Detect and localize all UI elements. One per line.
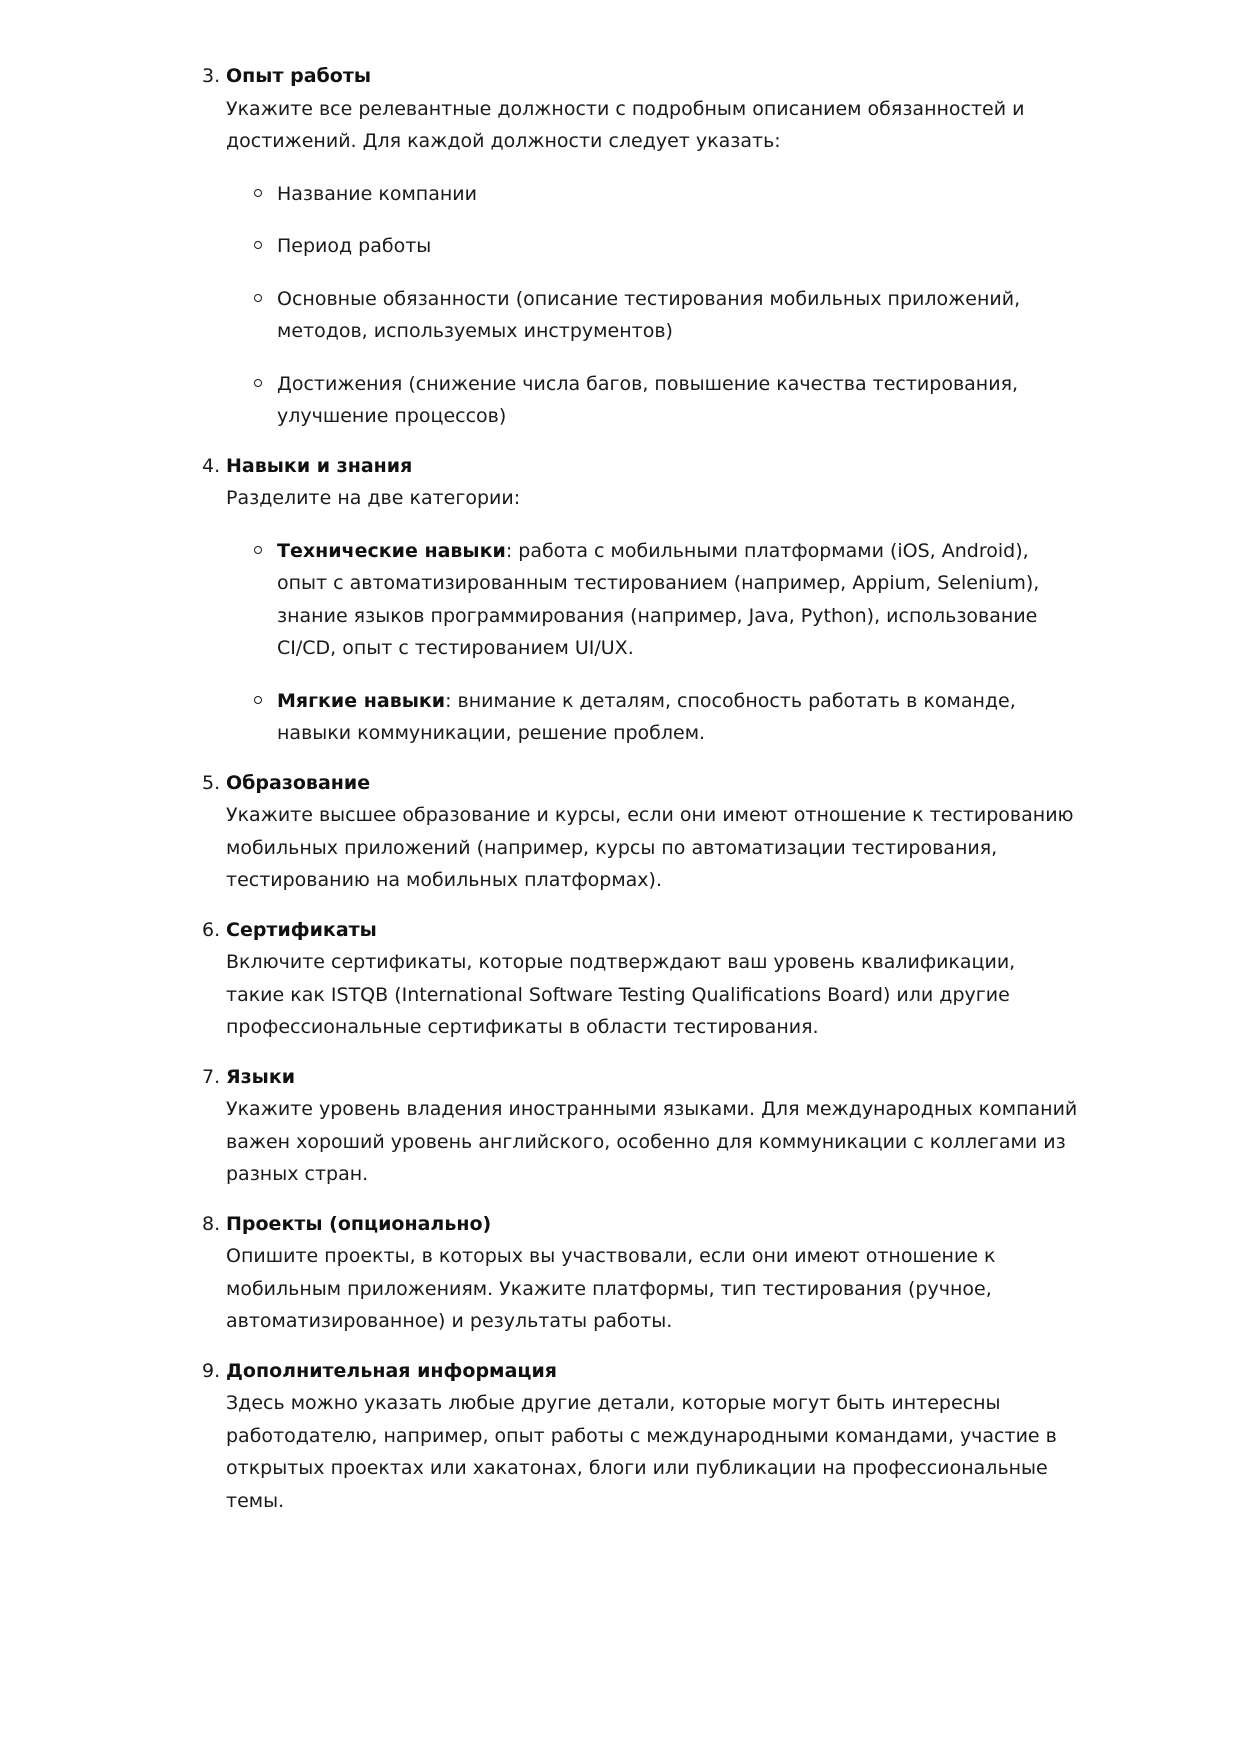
list-item <box>277 283 1079 348</box>
list-item-text: : внимание к деталям, способность работать в команде, навыки коммуникации, решение проблем. <box>277 689 1016 744</box>
section-additional-info <box>196 1355 1079 1518</box>
section-certificates <box>196 914 1079 1044</box>
section-text: Разделите на две категории: <box>226 487 521 509</box>
list-item-label: Технические навыки <box>277 539 506 562</box>
list-item <box>277 230 1079 263</box>
list-item-text: : работа с мобильными платформами (iOS, Android), опыт с автоматизированным тестированием (например, Appium, Selenium), знание языков программирования (например, Java, Python), использование CI/CD, опыт с тестированием UI/UX. <box>277 539 1040 659</box>
section-text: Опишите проекты, в которых вы участвовали, если они имеют отношение к мобильным приложениям. Укажите платформы, тип тестирования (ручное, автоматизированное) и результаты работы. <box>226 1245 996 1332</box>
section-text: Включите сертификаты, которые подтверждают ваш уровень квалификации, такие как ISTQB (International Software Testing Qualifications Board) или другие профессиональные сертификаты в области тестирования. <box>226 951 1016 1038</box>
section-projects <box>196 1208 1079 1338</box>
section-work-experience <box>196 60 1079 433</box>
section-number: 9. <box>202 1359 221 1382</box>
section-title: Опыт работы <box>226 65 372 87</box>
section-text: Укажите все релевантные должности с подробным описанием обязанностей и достижений. Для каждой должности следует указать: <box>226 97 1025 152</box>
section-number: 3. <box>202 65 221 87</box>
section-title: Дополнительная информация <box>226 1359 557 1382</box>
section-number: 4. <box>202 454 221 477</box>
section-list <box>196 60 1079 1517</box>
section-title: Языки <box>226 1065 296 1088</box>
bullet-list <box>226 178 1079 433</box>
list-item-text: Название компании <box>277 182 477 205</box>
list-item-text: Основные обязанности (описание тестирования мобильных приложений, методов, используемых инструментов) <box>277 287 1021 342</box>
hollow-circle-bullet-icon <box>254 189 262 197</box>
section-number: 7. <box>202 1065 221 1088</box>
list-item-label: Мягкие навыки <box>277 689 446 712</box>
section-text: Укажите высшее образование и курсы, если они имеют отношение к тестированию мобильных приложений (например, курсы по автоматизации тестирования, тестированию на мобильных платформах). <box>226 804 1074 891</box>
section-number: 5. <box>202 771 221 794</box>
list-item <box>277 535 1079 665</box>
list-item <box>277 685 1079 750</box>
section-title: Сертификаты <box>226 918 377 941</box>
section-number: 8. <box>202 1212 221 1235</box>
hollow-circle-bullet-icon <box>254 379 262 387</box>
section-education <box>196 767 1079 897</box>
section-text: Укажите уровень владения иностранными языками. Для международных компаний важен хороший уровень английского, особенно для коммуникации с коллегами из разных стран. <box>226 1098 1078 1185</box>
section-languages <box>196 1061 1079 1191</box>
hollow-circle-bullet-icon <box>254 696 262 704</box>
section-number: 6. <box>202 918 221 941</box>
bullet-list <box>226 535 1079 750</box>
hollow-circle-bullet-icon <box>254 546 262 554</box>
hollow-circle-bullet-icon <box>254 294 262 302</box>
section-title: Проекты (опционально) <box>226 1212 492 1235</box>
section-title: Навыки и знания <box>226 454 413 477</box>
list-item <box>277 178 1079 211</box>
list-item <box>277 368 1079 433</box>
list-item-text: Достижения (снижение числа багов, повышение качества тестирования, улучшение процессов) <box>277 372 1019 427</box>
section-title: Образование <box>226 771 371 794</box>
section-skills <box>196 450 1079 750</box>
list-item-text: Период работы <box>277 235 432 257</box>
section-text: Здесь можно указать любые другие детали, которые могут быть интересны работодателю, например, опыт работы с международными командами, участие в открытых проектах или хакатонах, блоги или публикации на профессиональные темы. <box>226 1392 1057 1512</box>
hollow-circle-bullet-icon <box>254 241 262 249</box>
